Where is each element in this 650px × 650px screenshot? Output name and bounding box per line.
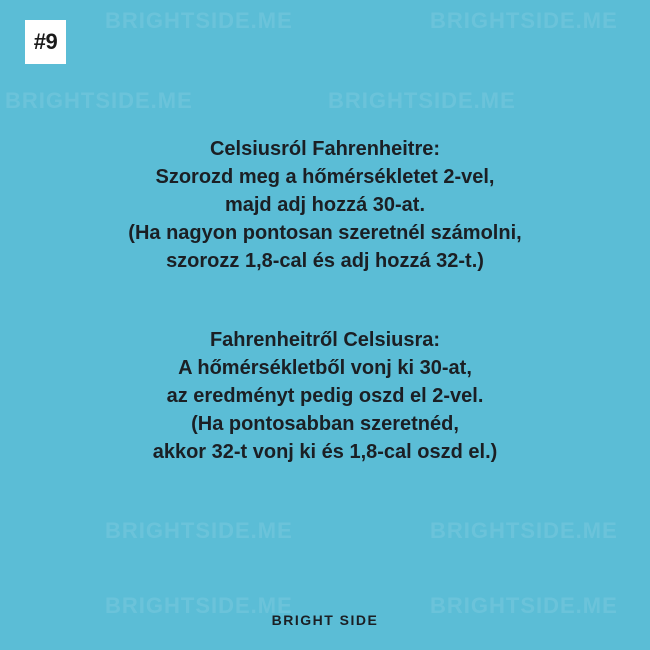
instruction-line: Szorozd meg a hőmérsékletet 2-vel, [155,166,495,188]
watermark: BRIGHTSIDE.ME [5,88,193,113]
watermark: BRIGHTSIDE.ME [430,518,618,543]
fahrenheit-to-celsius-section [0,326,650,466]
watermark: BRIGHTSIDE.ME [105,518,293,543]
section-heading: Celsiusról Fahrenheitre: [209,138,441,160]
celsius-to-fahrenheit-section [0,135,650,275]
watermark: BRIGHTSIDE.ME [105,8,293,33]
instruction-line: (Ha pontosabban szeretnéd, [191,413,459,435]
watermark: BRIGHTSIDE.ME [430,8,618,33]
instruction-line: szorozz 1,8-cal és adj hozzá 32-t.) [166,250,484,272]
section-heading: Fahrenheitről Celsiusra: [209,329,441,351]
instruction-line: A hőmérsékletből vonj ki 30-at, [178,357,472,379]
watermark: BRIGHTSIDE.ME [105,593,293,618]
watermark: BRIGHTSIDE.ME [328,88,516,113]
instruction-line: majd adj hozzá 30-at. [224,194,426,216]
instruction-line: akkor 32-t vonj ki és 1,8-cal oszd el.) [152,441,498,463]
brand-logo-text: BRIGHT SIDE [271,612,379,628]
instruction-line: (Ha nagyon pontosan szeretnél számolni, [128,222,522,244]
instruction-line: az eredményt pedig oszd el 2-vel. [166,385,484,407]
number-badge: #9 [25,20,66,64]
watermark: BRIGHTSIDE.ME [430,593,618,618]
